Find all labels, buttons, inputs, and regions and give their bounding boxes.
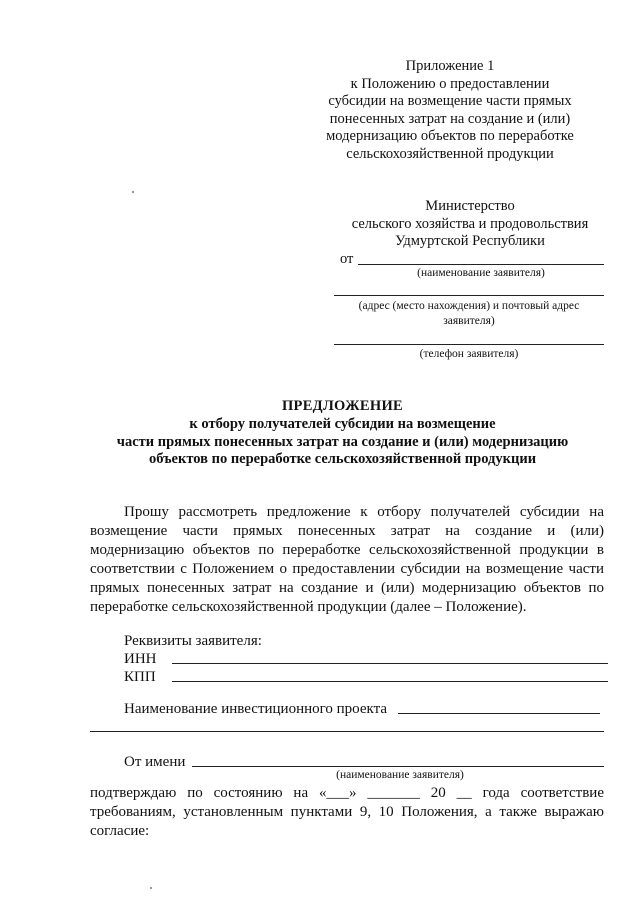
appendix-block	[300, 58, 600, 163]
paragraph-line: прямых понесенных затрат на создание и (или) модернизацию объектов по	[90, 580, 604, 596]
confirm-line: требованиям, установленным пунктами 9, 10 Положения, а также выражаю	[90, 804, 604, 820]
paragraph-line: Прошу рассмотреть предложение к отбору получателей субсидии на	[124, 504, 604, 520]
scan-speck	[132, 191, 134, 193]
recipient-block	[320, 198, 620, 251]
address-caption-2: заявителя)	[443, 315, 495, 327]
project-input-line-2[interactable]	[90, 731, 604, 732]
appendix-line: субсидии на возмещение части прямых	[328, 93, 572, 109]
paragraph-line: переработке сельскохозяйственной продукции (далее – Положение).	[90, 599, 527, 615]
title-subtitle	[90, 416, 595, 469]
paragraph-line: модернизацию объектов по переработке сельскохозяйственной продукции в	[90, 542, 604, 558]
project-input-line[interactable]	[398, 713, 600, 714]
inn-input-line[interactable]	[172, 663, 608, 664]
on-behalf-label: От имени	[124, 754, 186, 770]
inn-label: ИНН	[124, 651, 157, 667]
paragraph-line: возмещение части прямых понесенных затрат на создание и (или)	[90, 523, 604, 539]
confirm-paragraph	[90, 784, 604, 841]
applicant-name-caption: (наименование заявителя)	[417, 267, 545, 279]
applicant-name-line[interactable]	[358, 264, 604, 265]
document-title: ПРЕДЛОЖЕНИЕ	[281, 398, 404, 414]
title-subline: к отбору получателей субсидии на возмещение	[189, 416, 496, 432]
recipient-line: сельского хозяйства и продовольствия	[351, 215, 589, 232]
from-label: от	[340, 251, 354, 267]
kpp-label: КПП	[124, 669, 156, 685]
kpp-input-line[interactable]	[172, 681, 608, 682]
confirm-line: согласие:	[90, 823, 150, 839]
appendix-line: к Положению о предоставлении	[350, 75, 550, 92]
address-caption-1: (адрес (место нахождения) и почтовый адрес	[358, 300, 580, 312]
on-behalf-input-line[interactable]	[192, 766, 604, 767]
recipient-line: Министерство	[425, 198, 515, 214]
paragraph-line: соответствии с Положением о предоставлении субсидии на возмещение части	[90, 561, 604, 577]
address-line[interactable]	[334, 295, 604, 296]
appendix-line: Приложение 1	[405, 58, 495, 74]
appendix-line: модернизацию объектов по переработке	[326, 128, 574, 144]
phone-caption: (телефон заявителя)	[419, 348, 519, 360]
confirm-line: подтверждаю по состоянию на «___» _______ 20 __ года соответствие	[90, 785, 604, 801]
title-subline: объектов по переработке сельскохозяйственной продукции	[148, 451, 537, 467]
appendix-line: сельскохозяйственной продукции	[346, 145, 554, 162]
appendix-line: понесенных затрат на создание и (или)	[329, 110, 571, 127]
requisites-label: Реквизиты заявителя:	[124, 633, 262, 649]
body-paragraph	[90, 503, 604, 617]
scan-speck	[150, 887, 152, 889]
project-label: Наименование инвестиционного проекта	[124, 701, 388, 717]
applicant-caption: (наименование заявителя)	[336, 769, 464, 781]
recipient-line: Удмуртской Республики	[395, 233, 545, 249]
phone-line[interactable]	[334, 344, 604, 345]
title-subline: части прямых понесенных затрат на создание и (или) модернизацию	[116, 433, 569, 450]
